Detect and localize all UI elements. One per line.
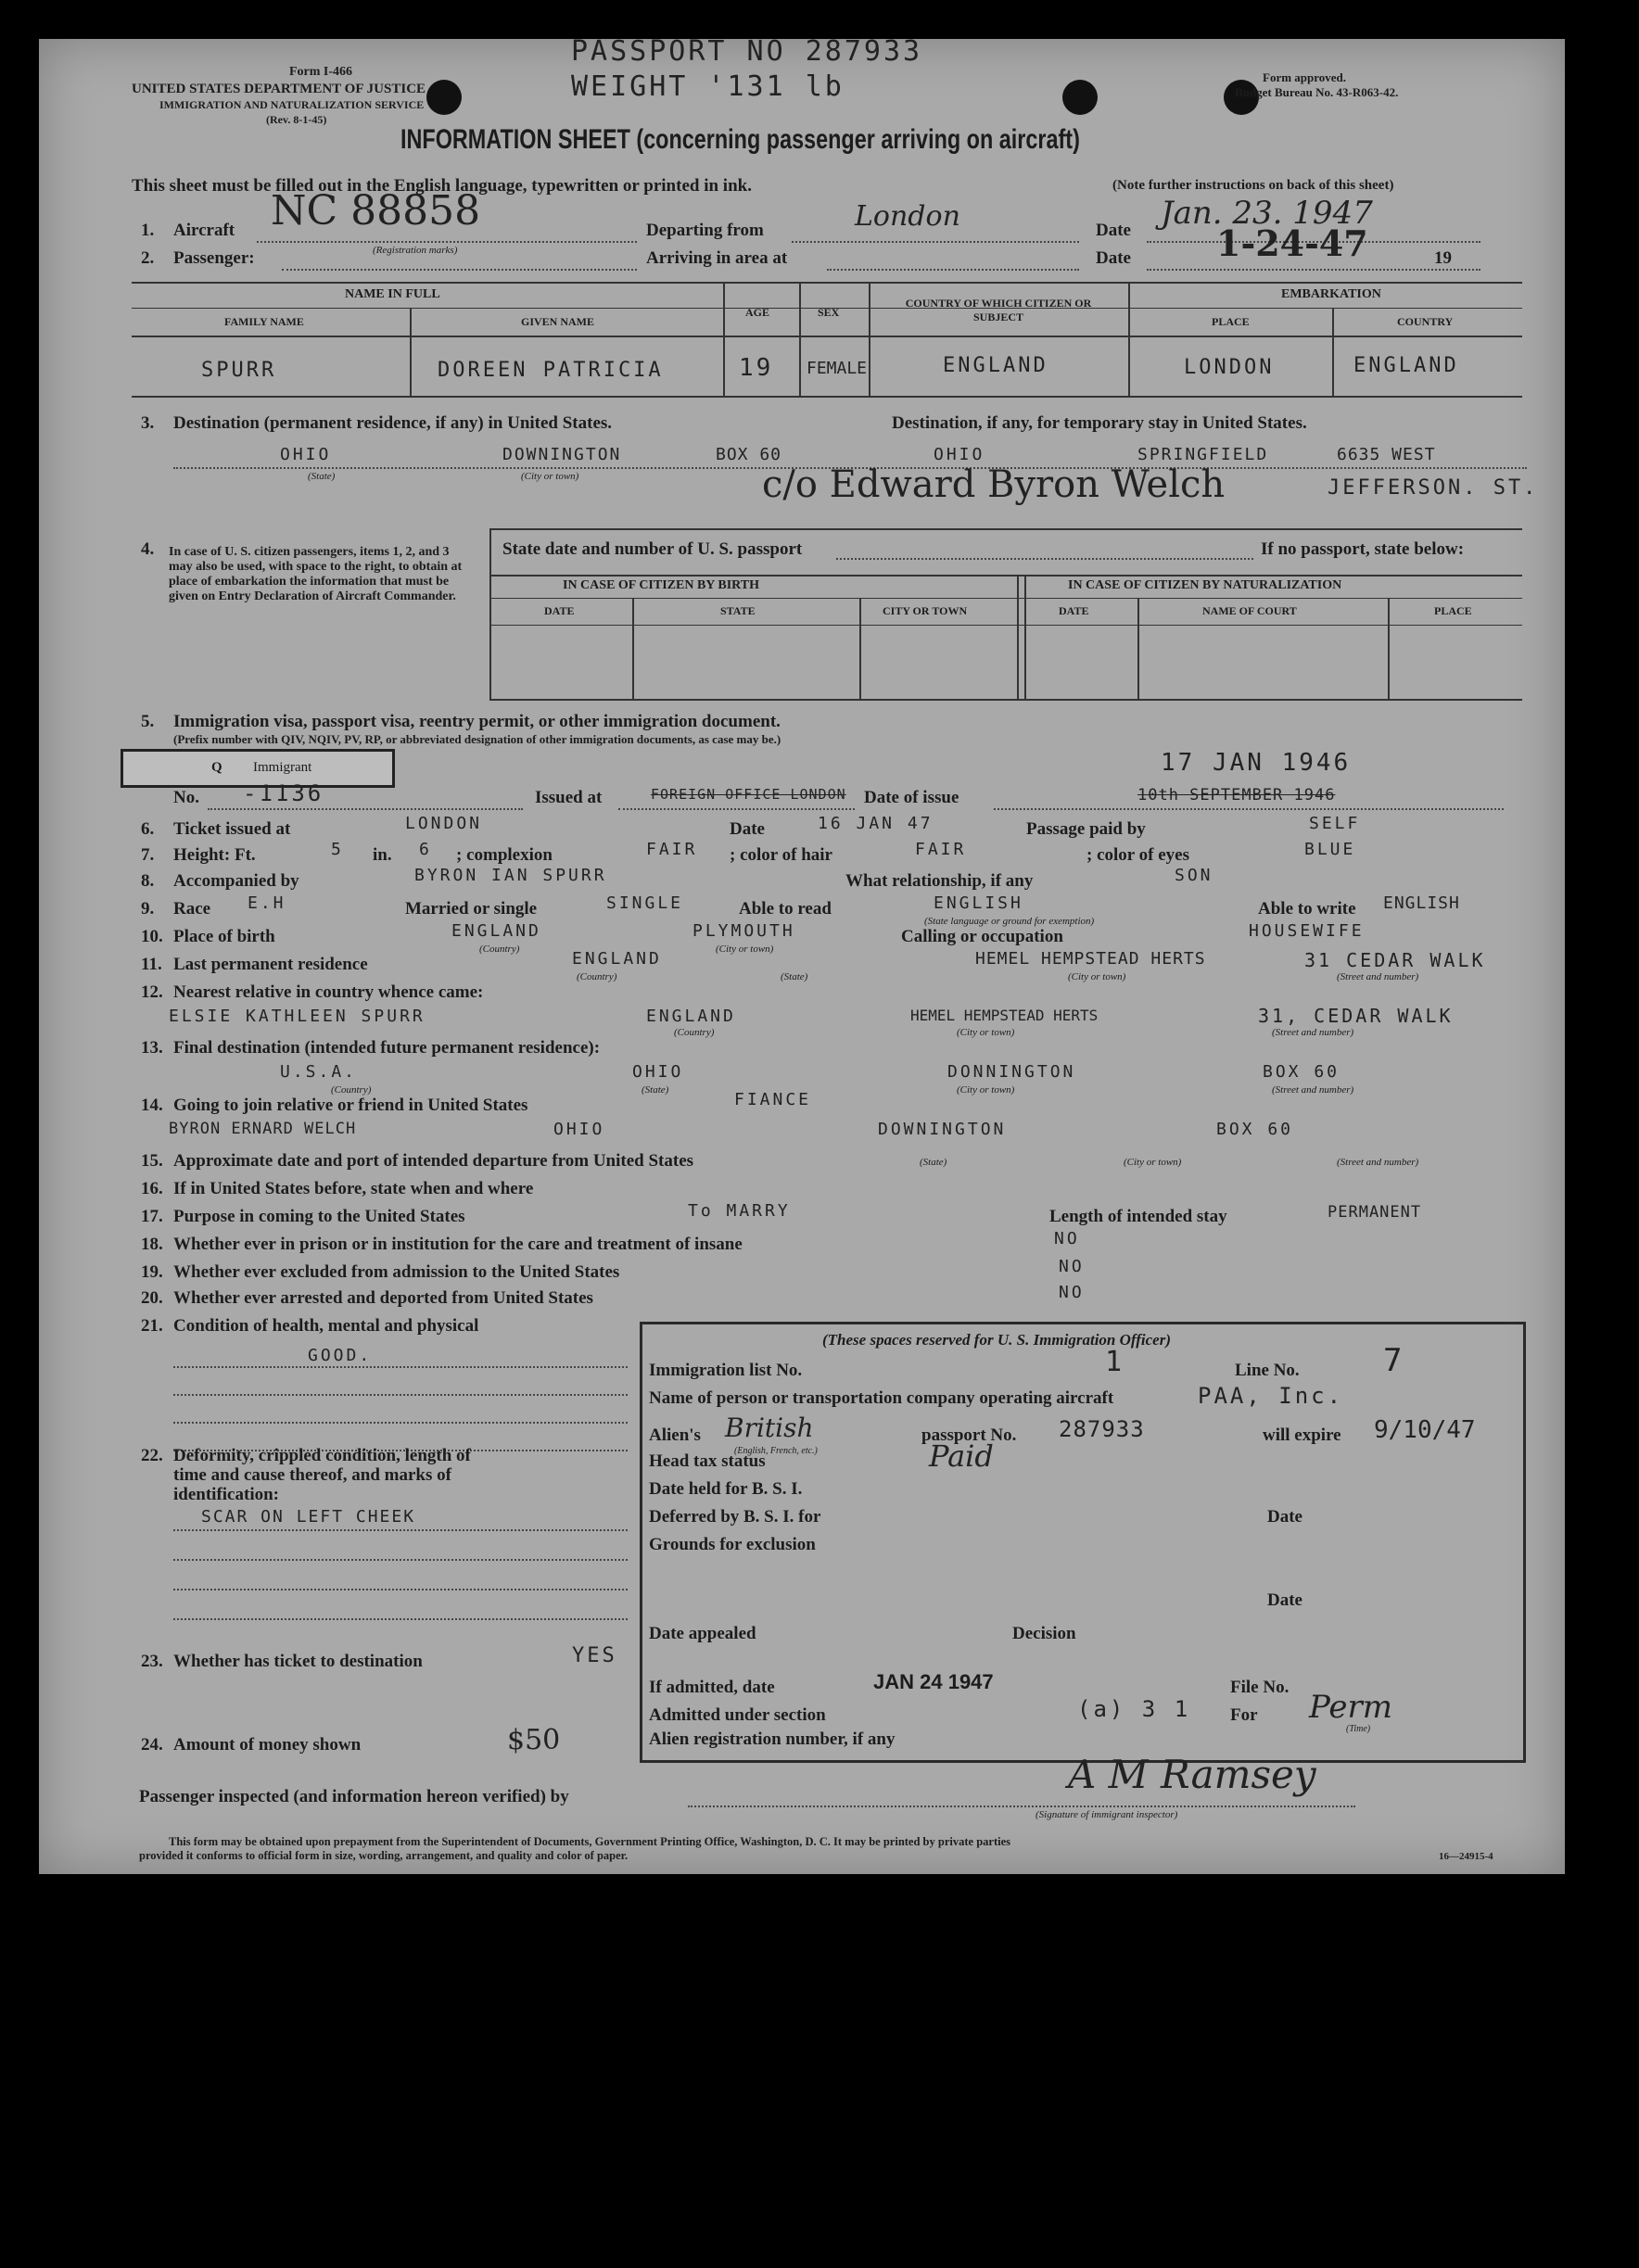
health-label: Condition of health, mental and physical [173, 1316, 479, 1336]
birth-date-head: DATE [544, 604, 575, 617]
stay-value: PERMANENT [1328, 1203, 1422, 1222]
join-name: BYRON ERNARD WELCH [169, 1120, 357, 1138]
prison-value: NO [1054, 1229, 1080, 1248]
for-label: For [1230, 1705, 1258, 1725]
final-dest-label: Final destination (intended future permanent residence): [173, 1038, 601, 1058]
table-top [132, 282, 1522, 284]
company-value: PAA, Inc. [1198, 1383, 1344, 1409]
no-passport-label: If no passport, state below: [1261, 539, 1465, 559]
row4-left [489, 528, 491, 699]
expire-value: 9/10/47 [1374, 1416, 1476, 1444]
item-2-num: 2. [141, 248, 155, 268]
alien-reg-label: Alien registration number, if any [649, 1730, 896, 1749]
temp-street: 6635 WEST [1337, 445, 1436, 464]
birth-place-label: Place of birth [173, 927, 275, 946]
money-label: Amount of money shown [173, 1735, 362, 1755]
race-value: E.H [248, 893, 286, 913]
headtax-label: Head tax status [649, 1451, 766, 1471]
name-in-full: NAME IN FULL [345, 287, 440, 301]
fine-print-2: provided it conforms to official form in size, wording, arrangement, and quality and color of paper. [139, 1849, 629, 1862]
eyes-value: BLUE [1304, 840, 1356, 859]
table-head-bottom [132, 336, 1522, 337]
row4-div-4 [1137, 598, 1139, 699]
officer-title: (These spaces reserved for U. S. Immigration Officer) [822, 1331, 1172, 1349]
join-street: BOX 60 [1216, 1120, 1294, 1139]
item-7-num: 7. [141, 845, 155, 865]
item-10-num: 10. [141, 927, 163, 946]
perm-state: OHIO [280, 445, 332, 464]
relationship-label: What relationship, if any [845, 871, 1034, 891]
relative-country: ENGLAND [646, 1007, 736, 1026]
excluded-label: Whether ever excluded from admission to the United States [173, 1262, 620, 1282]
visa-prefix: (Prefix number with QIV, NQIV, PV, RP, or abbreviated designation of other immigration documents, as case may be.) [173, 732, 781, 746]
temp-city: SPRINGFIELD [1137, 445, 1269, 464]
hair-label: ; color of hair [730, 845, 832, 865]
nat-place-head: PLACE [1434, 604, 1472, 617]
row3-sub-city: (City or town) [521, 471, 579, 482]
relationship-value: SON [1175, 866, 1213, 885]
temp-state: OHIO [934, 445, 985, 464]
item-18-num: 18. [141, 1235, 163, 1254]
final-city: DONNINGTON [947, 1062, 1076, 1082]
alien-passport-value: 287933 [1059, 1416, 1145, 1442]
stamp-q: Q [211, 760, 222, 775]
race-label: Race [173, 899, 211, 919]
purpose-label: Purpose in coming to the United States [173, 1207, 465, 1226]
read-sub: (State language or ground for exemption) [924, 916, 1095, 927]
form-number: Form I-466 [289, 65, 353, 79]
birth-city-sub: (City or town) [716, 944, 774, 955]
row3-sub-state: (State) [308, 471, 336, 482]
join-city: DOWNINGTON [878, 1120, 1007, 1139]
company-label: Name of person or transportation company operating aircraft [649, 1388, 1114, 1408]
place-head: PLACE [1212, 315, 1250, 328]
form-approved: Form approved. [1263, 70, 1347, 84]
purpose-value: To MARRY [688, 1201, 791, 1221]
alien-passport-label: passport No. [921, 1425, 1017, 1445]
aliens-sub: (English, French, etc.) [734, 1446, 818, 1456]
emb-country-head: COUNTRY [1397, 315, 1454, 328]
relative-name: ELSIE KATHLEEN SPURR [169, 1007, 426, 1026]
row4-note: In case of U. S. citizen passengers, items 1, 2, and 3 may also be used, with space to the right, to obtain at place of embarkation the information that must be given on Entry Declaration of Aircraft Commander. [169, 545, 463, 603]
height-in: 6 [419, 840, 432, 859]
passport-state-underline [836, 558, 1253, 560]
money-value: $50 [507, 1724, 561, 1756]
row4-div-5 [1388, 598, 1390, 699]
given-name-head: GIVEN NAME [521, 315, 595, 328]
department: UNITED STATES DEPARTMENT OF JUSTICE [132, 82, 426, 96]
issue-date-label: Date of issue [864, 788, 959, 807]
nat-date-head: DATE [1059, 604, 1089, 617]
row4-top [489, 528, 1522, 530]
col-divider-4 [869, 282, 870, 396]
issue-date-underline [994, 808, 1504, 810]
instruction: This sheet must be filled out in the English language, typewritten or printed in ink. [132, 176, 752, 196]
hair-value: FAIR [915, 840, 967, 859]
last-res-sub4: (Street and number) [1337, 971, 1419, 982]
item-4-num: 4. [141, 539, 155, 559]
join-state: OHIO [553, 1120, 605, 1139]
row4-div-2 [859, 598, 861, 699]
age-value: 19 [739, 354, 774, 382]
held-label: Date held for B. S. I. [649, 1479, 803, 1499]
birth-head: IN CASE OF CITIZEN BY BIRTH [563, 578, 760, 592]
join-sub2: (State) [920, 1157, 947, 1168]
eyes-label: ; color of eyes [1086, 845, 1189, 865]
row4-head-top [489, 575, 1522, 577]
deferred-label: Deferred by B. S. I. for [649, 1507, 821, 1527]
item-19-num: 19. [141, 1262, 163, 1282]
arriving-underline [827, 269, 1079, 271]
prison-label: Whether ever in prison or in institution for the care and treatment of insane [173, 1235, 743, 1254]
emb-country-value: ENGLAND [1353, 354, 1459, 377]
weight-annotation: WEIGHT '131 lb [571, 70, 845, 103]
date-a-label: Date [1267, 1507, 1302, 1527]
registration-sub: (Registration marks) [373, 245, 458, 256]
last-res-city: HEMEL HEMPSTEAD HERTS [975, 949, 1206, 969]
birth-city-value: PLYMOUTH [692, 921, 795, 941]
visa-no-underline [208, 808, 523, 810]
country-head: COUNTRY OF WHICH CITIZEN OR SUBJECT [905, 297, 1092, 323]
line-no-value: 7 [1383, 1342, 1405, 1379]
aircraft-underline [257, 241, 637, 243]
back-note: (Note further instructions on back of this sheet) [1112, 178, 1394, 193]
budget-bureau: Budget Bureau No. 43-R063-42. [1235, 85, 1399, 99]
birth-country-value: ENGLAND [451, 921, 541, 941]
date1-value: Jan. 23. 1947 [1161, 195, 1373, 232]
relative-sub1: (Country) [674, 1027, 715, 1038]
complexion-label: ; complexion [456, 845, 553, 865]
final-country: U.S.A. [280, 1062, 358, 1082]
final-sub1: (Country) [331, 1084, 372, 1096]
appealed-label: Date appealed [649, 1624, 756, 1643]
sex-head: SEX [818, 306, 840, 319]
section-value: (a) 3 1 [1077, 1696, 1191, 1722]
left-leader-7 [173, 1589, 628, 1590]
temp-destination-label: Destination, if any, for temporary stay in United States. [892, 413, 1307, 433]
form-sheet [39, 35, 1565, 1874]
health-value: GOOD. [308, 1346, 373, 1365]
birth-city-head: CITY OR TOWN [883, 604, 968, 617]
last-residence-label: Last permanent residence [173, 955, 368, 974]
col-divider-2 [723, 282, 725, 396]
aircraft-label: Aircraft [173, 221, 235, 240]
read-label: Able to read [739, 899, 832, 919]
perm-box: BOX 60 [716, 445, 782, 464]
year-prefix: 19 [1434, 248, 1452, 268]
passage-label: Passage paid by [1026, 819, 1146, 839]
item-11-num: 11. [141, 955, 162, 974]
row4-div-3 [1017, 575, 1026, 699]
item-22-num: 22. [141, 1446, 163, 1465]
natur-head: IN CASE OF CITIZEN BY NATURALIZATION [1068, 578, 1342, 592]
item-6-num: 6. [141, 819, 155, 839]
accompanied-label: Accompanied by [173, 871, 299, 891]
join-label: Going to join relative or friend in United States [173, 1096, 528, 1115]
height-label: Height: Ft. [173, 845, 256, 865]
ticket-dest-label: Whether has ticket to destination [173, 1652, 423, 1671]
join-sub4: (Street and number) [1337, 1157, 1419, 1168]
list-no-value: 1 [1105, 1346, 1125, 1378]
fine-print-1: This form may be obtained upon prepayment from the Superintendent of Documents, Government Printing Office, Washington, D. C. It may be printed by private parties [169, 1835, 1010, 1848]
visa-no-value: -1136 [243, 780, 324, 806]
issued-at-label: Issued at [535, 788, 603, 807]
deformity-label: Deformity, crippled condition, length of time and cause thereof, and marks of identification: [173, 1446, 471, 1504]
occupation-label: Calling or occupation [901, 927, 1063, 946]
married-label: Married or single [405, 899, 538, 919]
row4-head-mid [489, 598, 1522, 599]
section-label: Admitted under section [649, 1705, 826, 1725]
stay-label: Length of intended stay [1049, 1207, 1227, 1226]
arriving-label: Arriving in area at [646, 248, 788, 268]
punch-hole-1 [426, 80, 462, 115]
aircraft-value: NC 88858 [271, 187, 481, 234]
last-res-street: 31 CEDAR WALK [1304, 949, 1486, 971]
left-leader-6 [173, 1559, 628, 1561]
left-leader-5 [173, 1529, 628, 1531]
deported-label: Whether ever arrested and deported from United States [173, 1288, 593, 1308]
care-of: c/o Edward Byron Welch [762, 463, 1226, 506]
street2: JEFFERSON. ST. [1328, 476, 1539, 500]
accompanied-value: BYRON IAN SPURR [414, 866, 607, 885]
item-23-num: 23. [141, 1652, 163, 1671]
last-res-sub2: (State) [781, 971, 808, 982]
complexion-value: FAIR [646, 840, 698, 859]
visa-label: Immigration visa, passport visa, reentry permit, or other immigration document. [173, 712, 781, 731]
join-relation: FIANCE [734, 1090, 812, 1109]
col-divider-5 [1128, 282, 1130, 396]
age-head: AGE [745, 306, 770, 319]
date2-value: 1-24-47 [1216, 222, 1368, 264]
passenger-underline [282, 269, 637, 271]
deported-value: NO [1059, 1283, 1085, 1302]
last-res-country: ENGLAND [572, 949, 662, 969]
join-sub3: (City or town) [1124, 1157, 1182, 1168]
height-in-label: in. [373, 845, 392, 865]
time-sub: (Time) [1346, 1724, 1371, 1734]
final-state: OHIO [632, 1062, 684, 1082]
ticket-dest-value: YES [572, 1644, 617, 1667]
destination-label: Destination (permanent residence, if any) in United States. [173, 413, 613, 433]
before-label: If in United States before, state when and where [173, 1179, 534, 1198]
item-16-num: 16. [141, 1179, 163, 1198]
relative-city: HEMEL HEMPSTEAD HERTS [910, 1007, 1099, 1024]
expire-label: will expire [1263, 1425, 1341, 1445]
headtax-value: Paid [929, 1438, 994, 1474]
ticket-label: Ticket issued at [173, 819, 291, 839]
admitted-label: If admitted, date [649, 1678, 775, 1697]
grounds-label: Grounds for exclusion [649, 1535, 816, 1554]
ticket-value: LONDON [405, 814, 483, 833]
row4-bottom [489, 699, 1522, 701]
row4-div-1 [632, 598, 634, 699]
given-name-value: DOREEN PATRICIA [438, 359, 664, 382]
occupation-value: HOUSEWIFE [1249, 921, 1365, 941]
departure-label: Approximate date and port of intended departure from United States [173, 1151, 694, 1171]
inspector-signature: A M Ramsey [1068, 1752, 1316, 1797]
family-name-head: FAMILY NAME [224, 315, 304, 328]
item-5-num: 5. [141, 712, 155, 731]
passport-state-label: State date and number of U. S. passport [502, 539, 803, 559]
decision-label: Decision [1012, 1624, 1076, 1643]
stamp-text: Immigrant [253, 760, 312, 775]
col-divider-1 [410, 308, 412, 396]
visa-no-label: No. [173, 788, 199, 807]
final-sub2: (State) [642, 1084, 669, 1096]
last-res-sub3: (City or town) [1068, 971, 1126, 982]
birth-country-sub: (Country) [479, 944, 520, 955]
issued-at-value: FOREIGN OFFICE LONDON [651, 786, 846, 803]
left-leader-2 [173, 1394, 628, 1396]
passport-annotation: PASSPORT NO 287933 [571, 35, 923, 68]
final-street: BOX 60 [1263, 1062, 1340, 1082]
sex-value: FEMALE [807, 359, 868, 378]
read-value: ENGLISH [934, 893, 1023, 913]
ticket-date-label: Date [730, 819, 765, 839]
passenger-label: Passenger: [173, 248, 255, 268]
perm-city: DOWNINGTON [502, 445, 622, 464]
aliens-value: British [725, 1413, 814, 1443]
item-8-num: 8. [141, 871, 155, 891]
deformity-value: SCAR ON LEFT CHEEK [201, 1507, 416, 1527]
table-bottom [132, 396, 1522, 398]
col-divider-3 [799, 282, 801, 396]
last-res-sub1: (Country) [577, 971, 617, 982]
height-ft: 5 [331, 840, 344, 859]
revision: (Rev. 8-1-45) [266, 113, 327, 126]
inspected-underline [688, 1806, 1355, 1807]
item-1-num: 1. [141, 221, 155, 240]
final-sub3: (City or town) [957, 1084, 1015, 1096]
issued-underline [618, 808, 855, 810]
file-no-label: File No. [1230, 1678, 1290, 1697]
left-leader-1 [173, 1366, 628, 1368]
item-3-num: 3. [141, 413, 155, 433]
admitted-value: JAN 24 1947 [873, 1670, 994, 1693]
punch-hole-2 [1062, 80, 1098, 115]
nat-court-head: NAME OF COURT [1202, 604, 1297, 617]
item-24-num: 24. [141, 1735, 163, 1755]
for-value: Perm [1309, 1689, 1392, 1726]
excluded-value: NO [1059, 1257, 1085, 1276]
relative-street: 31, CEDAR WALK [1258, 1005, 1454, 1027]
signature-sub: (Signature of immigrant inspector) [1035, 1809, 1178, 1820]
item-13-num: 13. [141, 1038, 163, 1058]
married-value: SINGLE [606, 893, 684, 913]
item-20-num: 20. [141, 1288, 163, 1308]
birth-state-head: STATE [720, 604, 756, 617]
departing-label: Departing from [646, 221, 764, 240]
item-21-num: 21. [141, 1316, 163, 1336]
embarkation-head: EMBARKATION [1281, 287, 1381, 301]
write-value: ENGLISH [1383, 893, 1460, 913]
left-leader-8 [173, 1618, 628, 1620]
left-leader-3 [173, 1422, 628, 1424]
list-no-label: Immigration list No. [649, 1361, 803, 1380]
date2-label: Date [1096, 248, 1131, 268]
col-divider-6 [1332, 308, 1334, 396]
final-sub4: (Street and number) [1272, 1084, 1354, 1096]
departing-underline [792, 241, 1079, 243]
row4-head-bot [489, 625, 1522, 626]
issue-date-value: 17 JAN 1946 [1161, 749, 1352, 777]
item-14-num: 14. [141, 1096, 163, 1115]
inspected-label: Passenger inspected (and information hereon verified) by [139, 1787, 569, 1806]
write-label: Able to write [1258, 899, 1356, 919]
relative-sub3: (Street and number) [1272, 1027, 1354, 1038]
relative-sub2: (City or town) [957, 1027, 1015, 1038]
form-code: 16—24915-4 [1439, 1851, 1493, 1862]
struck-date: 10th SEPTEMBER 1946 [1137, 786, 1336, 805]
country-value: ENGLAND [943, 354, 1048, 377]
aliens-label: Alien's [649, 1425, 701, 1445]
line-no-label: Line No. [1235, 1361, 1300, 1380]
date1-label: Date [1096, 221, 1131, 240]
nearest-relative-label: Nearest relative in country whence came: [173, 982, 484, 1002]
item-15-num: 15. [141, 1151, 163, 1171]
item-17-num: 17. [141, 1207, 163, 1226]
date-b-label: Date [1267, 1590, 1302, 1610]
place-value: LONDON [1184, 356, 1275, 379]
item-12-num: 12. [141, 982, 163, 1002]
ticket-date-value: 16 JAN 47 [818, 814, 934, 833]
family-name-value: SPURR [201, 359, 277, 382]
item-9-num: 9. [141, 899, 155, 919]
service: IMMIGRATION AND NATURALIZATION SERVICE [159, 98, 425, 111]
passage-value: SELF [1309, 814, 1361, 833]
date2-underline [1147, 269, 1480, 271]
departing-value: London [855, 200, 960, 233]
form-title: INFORMATION SHEET (concerning passenger arriving on aircraft) [400, 124, 1080, 155]
